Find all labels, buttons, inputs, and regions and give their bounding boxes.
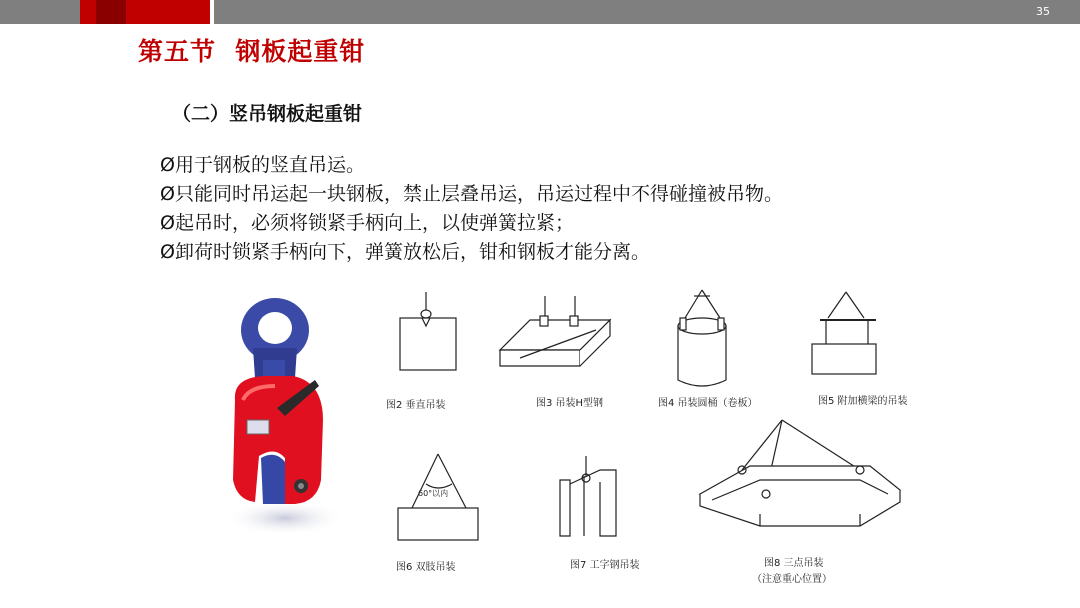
bullet-item: Ø用于钢板的竖直吊运。 bbox=[160, 154, 365, 176]
fig5-caption: 图5 附加横梁的吊装 bbox=[818, 396, 908, 407]
fig4-caption: 图4 吊装圆桶（卷板） bbox=[658, 398, 758, 409]
fig7-diagram bbox=[560, 456, 616, 536]
top-bar-dark-block bbox=[96, 0, 126, 24]
fig4-diagram bbox=[678, 290, 726, 386]
bullet-item: Ø起吊时，必须将锁紧手柄向上，以使弹簧拉紧； bbox=[160, 212, 574, 234]
fig3-caption: 图3 吊装H型钢 bbox=[536, 398, 604, 409]
clamp-photo bbox=[215, 290, 345, 540]
fig8-note: （注意重心位置） bbox=[752, 574, 832, 585]
subsection-title: （二）竖吊钢板起重钳 bbox=[172, 103, 363, 125]
fig2-diagram bbox=[400, 292, 456, 370]
top-bar-left-block bbox=[0, 0, 80, 24]
fig5-diagram bbox=[812, 292, 876, 374]
bullet-item: Ø卸荷时锁紧手柄向下，弹簧放松后，钳和钢板才能分离。 bbox=[160, 241, 650, 263]
page-number: 35 bbox=[1036, 5, 1050, 18]
fig6-caption: 图6 双肢吊装 bbox=[396, 562, 456, 573]
bullet-item: Ø只能同时吊运起一块钢板，禁止层叠吊运，吊运过程中不得碰撞被吊物。 bbox=[160, 183, 783, 205]
fig3-diagram bbox=[500, 296, 610, 366]
section-title: 第五节 钢板起重钳 bbox=[138, 37, 366, 66]
fig2-caption: 图2 垂直吊装 bbox=[386, 400, 446, 411]
top-bar bbox=[0, 0, 1080, 24]
fig8-caption: 图8 三点吊装 bbox=[764, 558, 824, 569]
fig6-angle-label: 60°以内 bbox=[418, 489, 449, 498]
top-bar-right-block bbox=[214, 0, 1080, 24]
fig7-caption: 图7 工字钢吊装 bbox=[570, 560, 640, 571]
bullet-list bbox=[160, 151, 783, 267]
fig8-diagram bbox=[700, 420, 900, 526]
